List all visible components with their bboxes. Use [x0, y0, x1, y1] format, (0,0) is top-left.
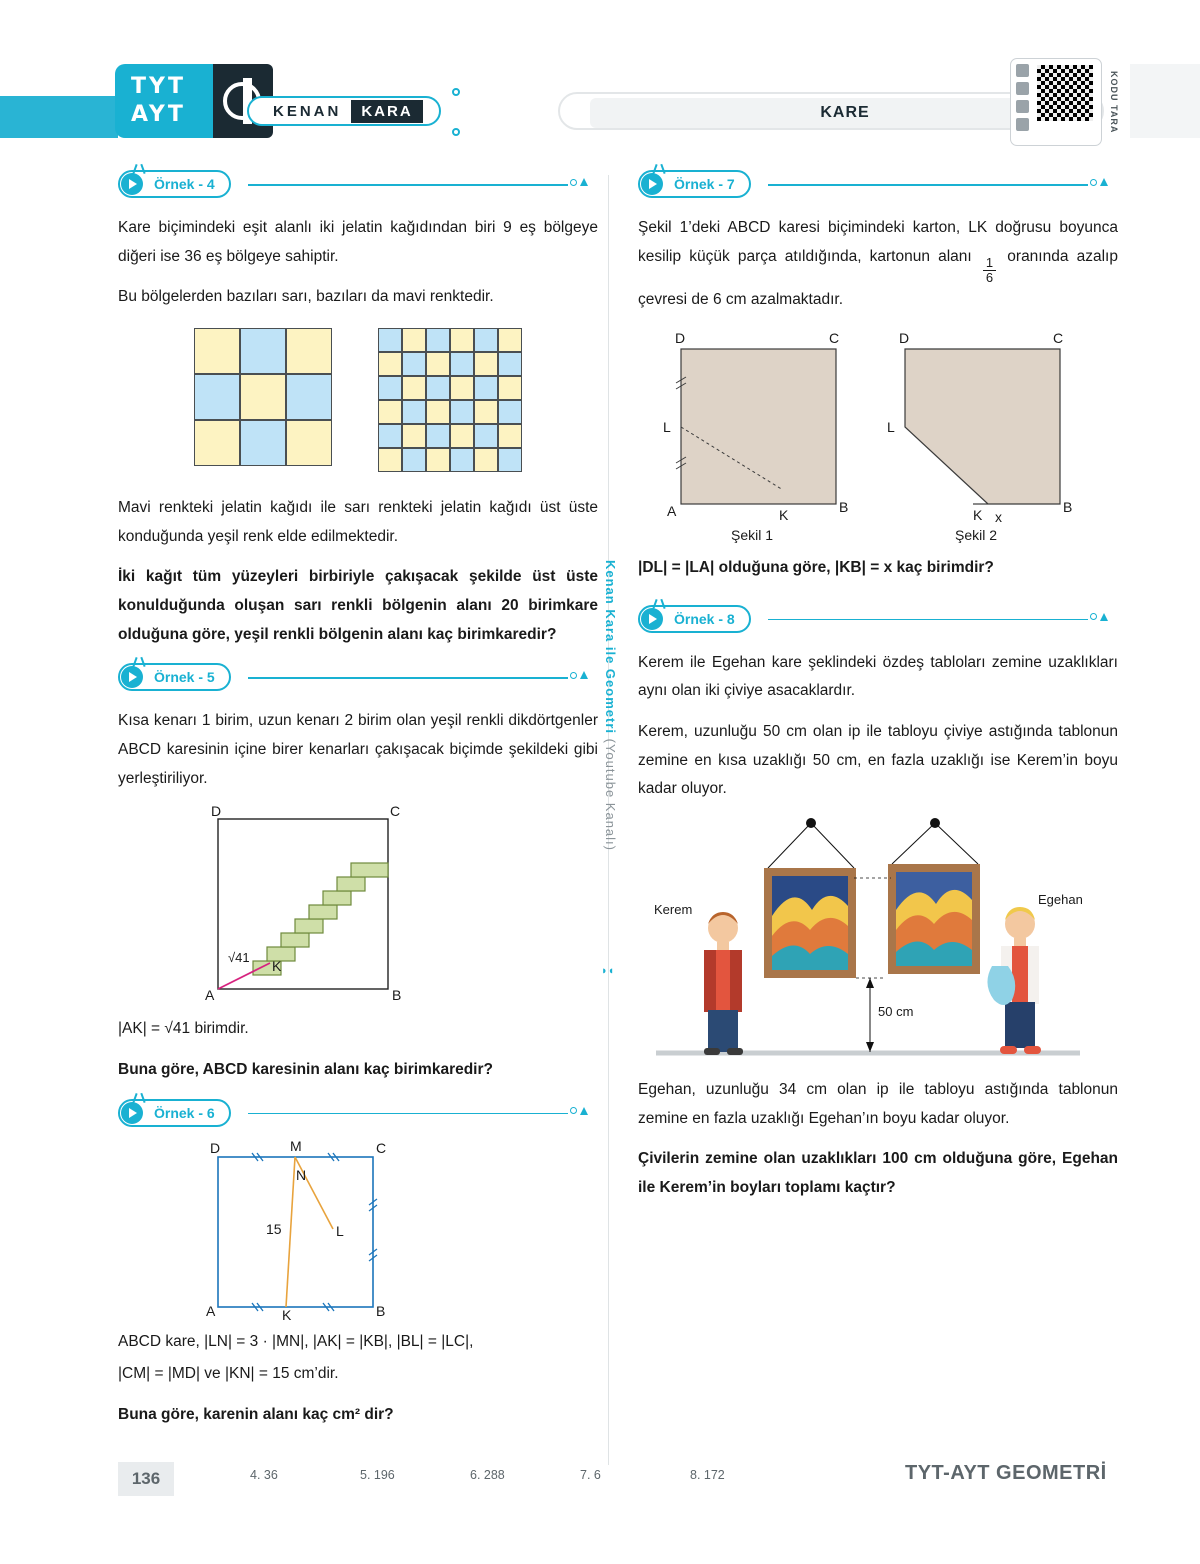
example-6-text-2: |CM| = |MD| ve |KN| = 15 cm’dir.	[118, 1365, 339, 1383]
grid-cell	[286, 328, 332, 374]
author-last-name: KARA	[351, 100, 422, 123]
grid-cell	[378, 328, 402, 352]
example-8-header	[638, 605, 1118, 639]
example-8-text-3: Egehan, uzunluğu 34 cm olan ip ile tabloyu astığında tablonun zemine en fazla uzaklığı Egehan’ın boyu kadar oluyor.	[638, 1081, 1118, 1127]
grid-cell	[402, 424, 426, 448]
fig2-caption: Şekil 2	[955, 527, 998, 544]
grid-cell	[240, 374, 286, 420]
grid-cell	[194, 420, 240, 466]
example-5-label-D: D	[211, 803, 222, 820]
circle-icon	[570, 672, 577, 679]
grid-cell	[194, 374, 240, 420]
fraction-one-sixth	[983, 256, 996, 287]
answer-item: 5. 196	[360, 1468, 395, 1482]
example-8-figure	[648, 816, 1088, 1066]
example-5-question: Buna göre, ABCD karesinin alanı kaç birimkaredir?	[118, 1061, 493, 1079]
header-end-marker	[570, 671, 588, 679]
grid-cell	[286, 420, 332, 466]
qr-code-icon[interactable]	[1037, 65, 1093, 121]
triangle-icon	[1100, 613, 1108, 621]
header-rule	[248, 184, 568, 186]
example-4-label: Örnek - 4	[154, 176, 215, 192]
example-5-label-B: B	[392, 987, 402, 1004]
answer-item: 7. 6	[580, 1468, 601, 1482]
example-4-text-1: Kare biçimindeki eşit alanlı iki jelatin kağıdından biri 9 eş bölgeye diğeri ise 36 eş bölgeye sahiptir.	[118, 219, 598, 265]
answer-key-row	[250, 1468, 870, 1482]
grid-cell	[450, 448, 474, 472]
circle-icon	[570, 1107, 577, 1114]
grid-cell	[450, 400, 474, 424]
qr-widget[interactable]	[1010, 58, 1102, 146]
example-4-question: İki kağıt tüm yüzeyleri birbiriyle çakışacak şekilde üst üste konulduğunda oluşan sarı renkli bölgenin alanı 20 birimkare olduğuna göre, yeşil renkli bölgenin alanı kaç birimkaredir?	[118, 568, 598, 643]
header-rule	[248, 1113, 568, 1115]
pencil-icon	[1016, 64, 1029, 77]
example-8-label-50cm: 50 cm	[878, 1004, 914, 1020]
fig1-label-L: L	[663, 419, 671, 436]
antenna-icon	[134, 1093, 146, 1103]
grid-cell	[402, 448, 426, 472]
triangle-icon	[580, 178, 588, 186]
fig1-label-B: B	[839, 499, 849, 516]
grid-9-cells	[194, 328, 332, 472]
example-7-text-1a: Şekil 1’deki ABCD karesi biçimindeki karton, LK doğrusu boyunca kesilip küçük parça atıldığında, kartonun alanı	[638, 219, 1118, 265]
chapter-title: KARE	[820, 104, 870, 121]
grid-cell	[498, 424, 522, 448]
grid-cell	[426, 376, 450, 400]
header-end-marker	[1090, 613, 1108, 621]
fig2-label-K: K	[973, 507, 983, 524]
answer-item: 8. 172	[690, 1468, 725, 1482]
grid-cell	[402, 352, 426, 376]
example-5-label: Örnek - 5	[154, 669, 215, 686]
play-icon[interactable]	[641, 173, 663, 195]
example-5-label-A: A	[205, 987, 215, 1004]
answer-item: 6. 288	[470, 1468, 505, 1482]
grid-cell	[498, 328, 522, 352]
example-6-diagram	[178, 1143, 538, 1318]
grid-cell	[378, 352, 402, 376]
grid-36-cells	[378, 328, 522, 472]
play-icon[interactable]	[121, 1102, 143, 1124]
example-5-label-C: C	[390, 803, 401, 820]
antenna-icon	[134, 164, 146, 174]
grid-cell	[378, 448, 402, 472]
grid-cell	[426, 328, 450, 352]
qr-icon-column	[1011, 59, 1033, 145]
grid-cell	[450, 328, 474, 352]
fraction-numerator: 1	[983, 256, 996, 272]
example-8-label-egehan: Egehan	[1038, 892, 1083, 908]
example-6-text-1: ABCD kare, |LN| = 3 · |MN|, |AK| = |KB|, |BL| = |LC|,	[118, 1332, 474, 1350]
example-5-diagram	[178, 805, 538, 1005]
logo-line-tyt: TYT	[131, 74, 186, 99]
grid-cell	[498, 352, 522, 376]
example-5-header	[118, 663, 598, 697]
decorative-dot-icon	[452, 88, 460, 96]
header-rule	[248, 677, 568, 679]
example-6-label-K: K	[282, 1306, 292, 1323]
example-4-figure	[118, 328, 598, 472]
triangle-icon	[580, 1107, 588, 1115]
grid-cell	[498, 400, 522, 424]
grid-cell	[474, 352, 498, 376]
example-8-label: Örnek - 8	[674, 610, 735, 627]
example-5-label-K: K	[272, 958, 282, 975]
header-rule	[768, 184, 1088, 186]
fig2-label-x: x	[995, 509, 1002, 526]
example-6-label-C: C	[376, 1139, 387, 1156]
fig1-label-K: K	[779, 507, 789, 524]
example-6-label-B: B	[376, 1302, 386, 1319]
example-7-text-1b: oranında azalıp çevresi de 6 cm azalmaktadır.	[638, 247, 1118, 309]
circle-icon	[1090, 613, 1097, 620]
right-column	[638, 170, 1118, 1215]
example-7-diagram	[643, 327, 1113, 542]
example-5-text-1: Kısa kenarı 1 birim, uzun kenarı 2 birim olan yeşil renkli dikdörtgenler ABCD karesinin içine birer kenarları çakışacak biçimde şekildeki gibi yerleştiriliyor.	[118, 712, 598, 787]
example-6-header	[118, 1099, 598, 1133]
grid-cell	[498, 448, 522, 472]
answer-item: 4. 36	[250, 1468, 278, 1482]
antenna-icon	[654, 164, 666, 174]
grid-cell	[240, 420, 286, 466]
grid-cell	[378, 400, 402, 424]
example-7-question: |DL| = |LA| olduğuna göre, |KB| = x kaç birimdir?	[638, 559, 994, 577]
grid-cell	[474, 376, 498, 400]
grid-cell	[240, 328, 286, 374]
header-end-marker	[570, 178, 588, 186]
example-8-text-2: Kerem, uzunluğu 50 cm olan ip ile tabloyu çiviye astığında tablonun zemine en kısa uzaklığı 50 cm, en fazla uzaklığı ise Kerem’in boyu kadar oluyor.	[638, 723, 1118, 798]
example-7-label: Örnek - 7	[674, 176, 735, 192]
play-icon[interactable]	[641, 608, 663, 630]
grid-cell	[474, 400, 498, 424]
example-6-label: Örnek - 6	[154, 1104, 215, 1121]
book-icon	[1016, 82, 1029, 95]
example-6-label-N: N	[296, 1166, 307, 1183]
fig1-caption: Şekil 1	[731, 527, 774, 544]
fig2-label-C: C	[1053, 330, 1064, 347]
grid-cell	[426, 448, 450, 472]
grid-cell	[426, 424, 450, 448]
example-8-question: Çivilerin zemine olan uzaklıkları 100 cm olduğuna göre, Egehan ile Kerem’in boyları toplamı kaçtır?	[638, 1150, 1118, 1197]
qr-label-container	[1104, 58, 1124, 146]
fig1-label-D: D	[675, 330, 686, 347]
left-column	[118, 170, 598, 1442]
grid-cell	[474, 328, 498, 352]
grid-cell	[498, 376, 522, 400]
spine-branding	[600, 560, 618, 851]
header-rule	[768, 619, 1088, 621]
grid-cell	[426, 352, 450, 376]
header-right-panel	[1130, 64, 1200, 138]
grid-cell	[450, 352, 474, 376]
spine-bold-text: Kenan Kara ile Geometri	[603, 560, 618, 734]
spine-light-text: (Youtube Kanalı)	[603, 738, 618, 851]
example-5-label-segment: √41	[228, 950, 250, 966]
footer-brand: TYT-AYT GEOMETRİ	[905, 1462, 1107, 1484]
antenna-icon	[654, 599, 666, 609]
fig2-label-B: B	[1063, 499, 1073, 516]
fig2-label-L: L	[887, 419, 895, 436]
spine-dots-icon: ◗◖	[601, 965, 615, 977]
grid-cell	[378, 424, 402, 448]
grid-cell	[402, 400, 426, 424]
circle-icon	[1090, 179, 1097, 186]
grid-cell	[450, 424, 474, 448]
author-first-name: KENAN	[273, 102, 342, 120]
fraction-denominator: 6	[985, 270, 994, 286]
example-6-label-length: 15	[266, 1220, 282, 1237]
example-6-question: Buna göre, karenin alanı kaç cm² dir?	[118, 1406, 394, 1424]
decorative-dot-icon	[452, 128, 460, 136]
example-7-header	[638, 170, 1118, 204]
header-end-marker	[1090, 178, 1108, 186]
example-6-label-D: D	[210, 1139, 221, 1156]
example-8-label-kerem: Kerem	[654, 902, 693, 918]
grid-cell	[474, 424, 498, 448]
example-4-text-3: Mavi renkteki jelatin kağıdı ile sarı renkteki jelatin kağıdı üst üste konduğunda yeşil renk elde edilmektedir.	[118, 499, 598, 545]
example-6-label-A: A	[206, 1302, 216, 1319]
fig1-label-A: A	[667, 503, 677, 520]
header-end-marker	[570, 1107, 588, 1115]
qr-label: KODU TARA	[1109, 70, 1119, 134]
grid-cell	[194, 328, 240, 374]
example-7-text-1	[638, 214, 1118, 315]
grid-cell	[378, 376, 402, 400]
video-icon	[1016, 100, 1029, 113]
author-badge	[247, 96, 441, 126]
example-6-figure	[178, 1137, 538, 1323]
triangle-icon	[580, 671, 588, 679]
grid-cell	[402, 328, 426, 352]
grid-cell	[426, 400, 450, 424]
play-icon[interactable]	[121, 173, 143, 195]
grid-cell	[402, 376, 426, 400]
grid-cell	[286, 374, 332, 420]
logo-line-ayt: AYT	[131, 102, 186, 127]
header-accent-bar	[0, 96, 118, 138]
example-4-header	[118, 170, 598, 204]
triangle-icon	[1100, 178, 1108, 186]
example-5-text-2: |AK| = √41 birimdir.	[118, 1020, 249, 1038]
example-8-text-1: Kerem ile Egehan kare şeklindeki özdeş tabloları zemine uzaklıkları aynı olan iki çiviye asacaklardır.	[638, 653, 1118, 700]
example-5-figure	[178, 805, 538, 1005]
example-7-figure	[643, 327, 1113, 542]
fig1-label-C: C	[829, 330, 840, 347]
example-4-text-2: Bu bölgelerden bazıları sarı, bazıları da mavi renktedir.	[118, 288, 494, 306]
example-8-illustration	[648, 816, 1088, 1066]
grid-cell	[450, 376, 474, 400]
circle-icon	[570, 179, 577, 186]
note-icon	[1016, 118, 1029, 131]
example-6-label-M: M	[290, 1137, 302, 1154]
grid-cell	[474, 448, 498, 472]
fig2-label-D: D	[899, 330, 910, 347]
page-number: 136	[118, 1462, 174, 1496]
example-6-label-L: L	[336, 1222, 344, 1239]
